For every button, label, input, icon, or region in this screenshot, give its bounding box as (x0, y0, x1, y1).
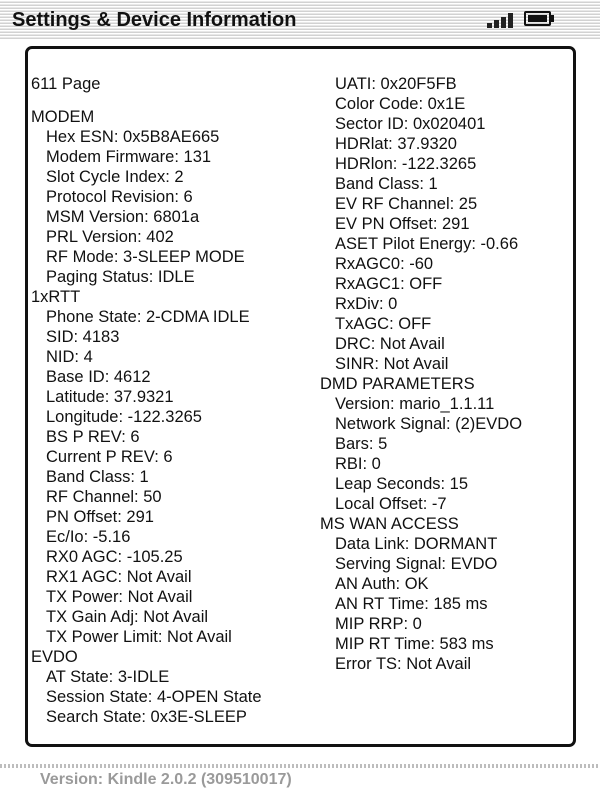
info-section-heading: MS WAN ACCESS (320, 515, 459, 533)
battery-icon (524, 11, 553, 26)
info-field: RxDiv: 0 (335, 295, 398, 313)
info-field: Data Link: DORMANT (335, 535, 498, 553)
info-field: RF Mode: 3-SLEEP MODE (46, 248, 245, 266)
info-field: Local Offset: -7 (335, 495, 447, 513)
info-field: Base ID: 4612 (46, 368, 151, 386)
info-field: EV RF Channel: 25 (335, 195, 478, 213)
info-field: Band Class: 1 (46, 468, 149, 486)
info-field: AN RT Time: 185 ms (335, 595, 488, 613)
info-field: Modem Firmware: 131 (46, 148, 212, 166)
info-field: SINR: Not Avail (335, 355, 449, 373)
info-field: TX Gain Adj: Not Avail (46, 608, 209, 626)
info-field: PN Offset: 291 (46, 508, 154, 526)
info-field: SID: 4183 (46, 328, 120, 346)
info-field: HDRlat: 37.9320 (335, 135, 457, 153)
info-field: Band Class: 1 (335, 175, 438, 193)
info-field: RBI: 0 (335, 455, 381, 473)
info-field: Protocol Revision: 6 (46, 188, 193, 206)
info-field: AT State: 3-IDLE (46, 668, 170, 686)
info-field: RX0 AGC: -105.25 (46, 548, 183, 566)
info-field: Version: mario_1.1.11 (335, 395, 495, 413)
footer-divider (0, 764, 600, 768)
info-field: Color Code: 0x1E (335, 95, 466, 113)
info-field: Paging Status: IDLE (46, 268, 195, 286)
info-field: HDRlon: -122.3265 (335, 155, 477, 173)
info-field: Serving Signal: EVDO (335, 555, 498, 573)
info-field: TX Power: Not Avail (46, 588, 193, 606)
info-field: Hex ESN: 0x5B8AE665 (46, 128, 220, 146)
info-field: MIP RRP: 0 (335, 615, 422, 633)
info-field: Current P REV: 6 (46, 448, 173, 466)
info-field: Phone State: 2-CDMA IDLE (46, 308, 250, 326)
info-field: BS P REV: 6 (46, 428, 140, 446)
info-field: Leap Seconds: 15 (335, 475, 469, 493)
info-section-heading: DMD PARAMETERS (320, 375, 475, 393)
info-field: PRL Version: 402 (46, 228, 174, 246)
info-field: Search State: 0x3E-SLEEP (46, 708, 247, 726)
info-field: RF Channel: 50 (46, 488, 162, 506)
info-field: Ec/Io: -5.16 (46, 528, 131, 546)
info-field: AN Auth: OK (335, 575, 429, 593)
signal-bars-icon (487, 10, 519, 28)
info-section-heading: 611 Page (31, 75, 101, 93)
info-field: Network Signal: (2)EVDO (335, 415, 523, 433)
info-field: RX1 AGC: Not Avail (46, 568, 192, 586)
info-field: Longitude: -122.3265 (46, 408, 202, 426)
version-label: Version: Kindle 2.0.2 (309510017) (40, 771, 292, 788)
info-field: DRC: Not Avail (335, 335, 445, 353)
info-field: NID: 4 (46, 348, 93, 366)
info-field: TX Power Limit: Not Avail (46, 628, 232, 646)
info-field: Slot Cycle Index: 2 (46, 168, 184, 186)
info-field: Session State: 4-OPEN State (46, 688, 262, 706)
spacer (31, 94, 262, 107)
info-field: ASET Pilot Energy: -0.66 (335, 235, 519, 253)
info-field: TxAGC: OFF (335, 315, 432, 333)
info-field: RxAGC1: OFF (335, 275, 443, 293)
info-field: Latitude: 37.9321 (46, 388, 174, 406)
info-field: EV PN Offset: 291 (335, 215, 470, 233)
info-field: Error TS: Not Avail (335, 655, 472, 673)
info-section-heading: MODEM (31, 108, 95, 126)
info-field: RxAGC0: -60 (335, 255, 434, 273)
info-field: Sector ID: 0x020401 (335, 115, 486, 133)
device-info-panel (25, 46, 576, 747)
left-info-column (31, 74, 262, 727)
info-section-heading: 1xRTT (31, 288, 81, 306)
page-title: Settings & Device Information (12, 9, 297, 31)
info-section-heading: EVDO (31, 648, 78, 666)
info-field: MIP RT Time: 583 ms (335, 635, 494, 653)
right-info-column (320, 74, 522, 674)
title-bar (0, 0, 600, 40)
info-field: Bars: 5 (335, 435, 388, 453)
info-field: MSM Version: 6801a (46, 208, 200, 226)
info-field: UATI: 0x20F5FB (335, 75, 457, 93)
